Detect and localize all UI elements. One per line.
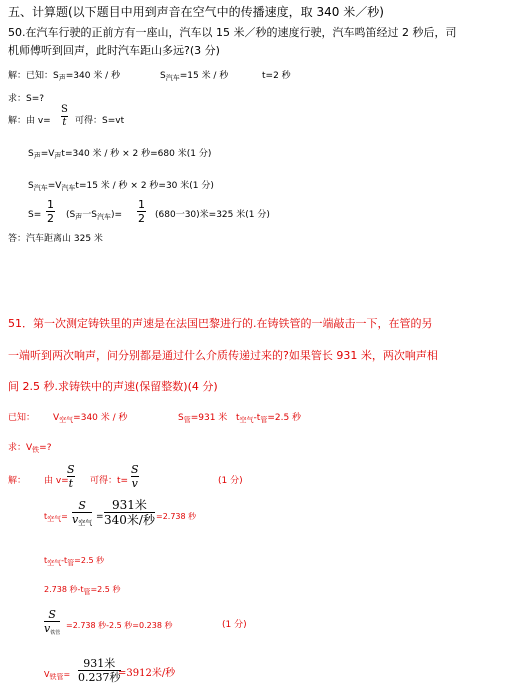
q51-diff2-line: 2.738 秒-t管=2.5 秒 xyxy=(44,585,121,596)
q50-step3-frac2: 1 2 xyxy=(138,198,145,225)
q51-tair-eq: = xyxy=(96,512,104,522)
q51-line1: 51．第一次测定铸铁里的声速是在法国巴黎进行的.在铸铁管的一端敲击一下，在管的另 xyxy=(8,317,433,330)
q50-step3-mid: ($S_声$一$S_{汽车})=$ xyxy=(66,210,123,221)
q51-frac3: S v铁管 xyxy=(44,608,61,636)
q50-line1: 50.在汽车行驶的正前方有一座山，汽车以 15 米／秒的速度行驶，汽车鸣笛经过 2 秒后，司 xyxy=(8,26,457,39)
q51-frac3-rest: =2.738 秒-2.5 秒=0.238 秒 xyxy=(66,621,173,630)
q50-sol-prefix: 解：由 v= xyxy=(8,116,51,126)
q51-formula-frac1: S t xyxy=(67,463,75,490)
q50-answer: 答：汽车距离山 325 米 xyxy=(8,234,103,244)
q51-diff-line: t空气-t管=2.5 秒 xyxy=(44,556,105,567)
q51-tair-label: t空气= xyxy=(44,512,68,523)
q50-step2: $S_{汽车}=V_{汽车}t=15$ 米 / 秒 × 2 秒=30 米(1 分) xyxy=(28,181,214,192)
q51-formula-frac2: S v xyxy=(131,463,139,490)
q50-step3-lhs: S= xyxy=(28,210,42,220)
section-title: 五、计算题(以下题目中用到声音在空气中的传播速度，取 340 米／秒) xyxy=(8,5,384,19)
q51-ask: 求：$V_铁=$? xyxy=(8,443,52,454)
q51-sol-by: 由 v= xyxy=(44,476,69,486)
q51-line2: 一端听到两次响声，问分别都是通过什么介质传递过来的?如果管长 931 米，两次响声相 xyxy=(8,349,438,362)
q51-vres-result: =3912米/秒 xyxy=(118,668,176,679)
q51-sol-get: 可得：t= xyxy=(90,476,129,486)
q50-step1: $S_声=V_声t=340$ 米 / 秒 × 2 秒=680 米(1 分) xyxy=(28,149,212,160)
q51-given-s: $S_管=931$ 米 xyxy=(178,413,228,424)
q51-vres-frac: 931米 0.237秒 xyxy=(78,657,121,684)
q51-tair-result: =2.738 秒 xyxy=(156,512,197,521)
q51-given-v: $V_{空气}=340$ 米 / 秒 xyxy=(53,413,128,424)
q51-tair-frac1: S v空气 xyxy=(72,499,93,527)
q50-sol-suffix: 可得：S=vt xyxy=(75,116,125,126)
q50-step3-result: (680一30)米=325 米(1 分) xyxy=(155,210,270,220)
q50-given: 解：已知：$S_声=340$ 米 / 秒 xyxy=(8,71,121,82)
q51-frac3-score: (1 分) xyxy=(222,620,247,630)
q51-vres-label: V铁管= xyxy=(44,670,71,681)
q51-given-prefix: 已知： xyxy=(8,413,36,423)
q50-ask: 求：S=? xyxy=(8,94,45,104)
q50-given-v: $S_{汽车}=15$ 米 / 秒 xyxy=(160,71,229,82)
q50-given-t: t=2 秒 xyxy=(262,71,291,81)
q50-formula-fraction: S t xyxy=(61,104,68,128)
q50-line2: 机师傅听到回声，此时汽车距山多远?(3 分) xyxy=(8,44,220,57)
q51-given-t: $t_{空气}-t_管=2.5$ 秒 xyxy=(236,413,302,424)
q51-sol-score: (1 分) xyxy=(218,476,243,486)
q50-step3-frac1: 1 2 xyxy=(47,198,54,225)
q51-tair-frac2: 931米 340米/秒 xyxy=(104,498,155,527)
q51-sol-prefix: 解： xyxy=(8,476,27,486)
q51-line3: 间 2.5 秒.求铸铁中的声速(保留整数)(4 分) xyxy=(8,380,218,393)
